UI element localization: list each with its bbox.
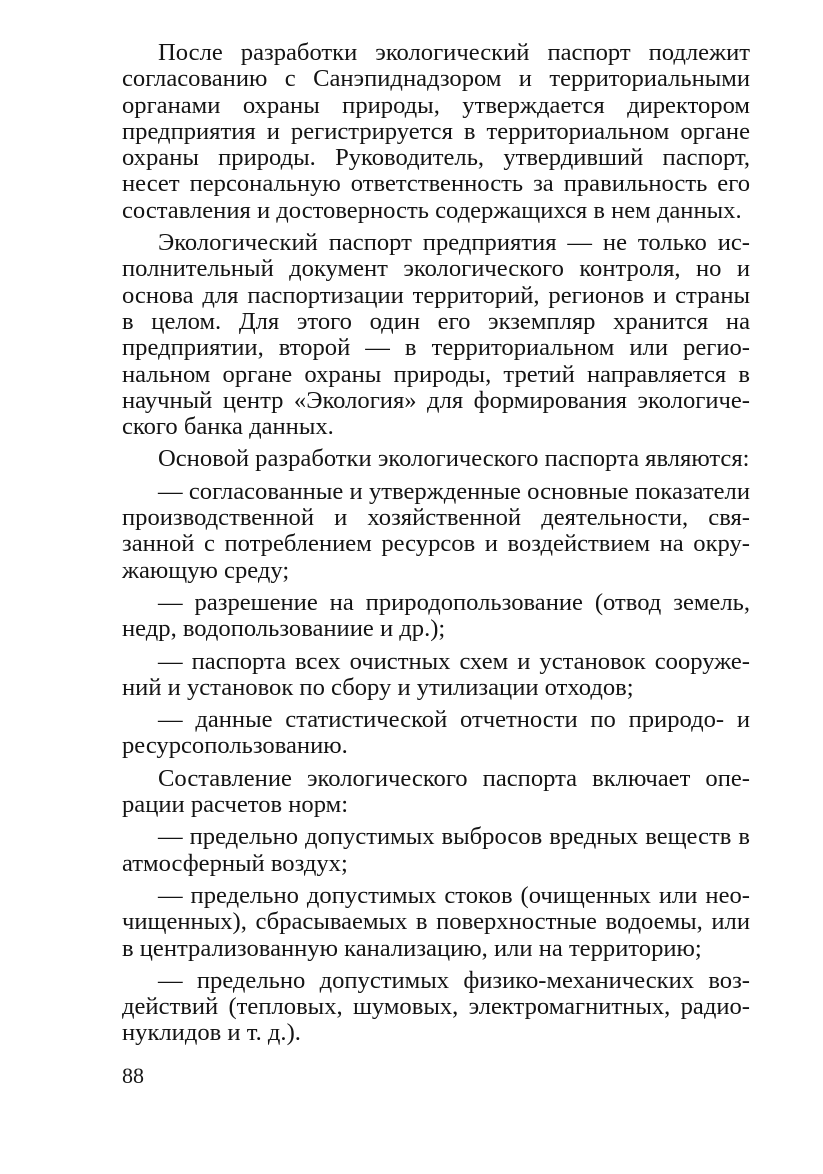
paragraph: Основой разработки экологического паспорта являются: bbox=[158, 445, 750, 473]
list-item: — разрешение на природопользование (отвод земель, недр, водопользованиие и др.); bbox=[122, 588, 750, 643]
paragraph: После разработки экологический паспорт подлежит согласованию с Санэпиднадзором и территориальными органами охраны природы, утверждается директором предприятия и регистрируется в территориальном органе охраны природы. Руководитель, утвердивший паспорт, несет персональную ответственность за правильность его составления и достоверность содержащихся в нем данных. bbox=[122, 39, 750, 224]
paragraph: Составление экологического паспорта включает операции расчетов норм: bbox=[122, 764, 750, 819]
list-item: — данные статистической отчетности по природо- и ресурсопользованию. bbox=[122, 706, 750, 760]
page-body-text bbox=[122, 40, 750, 1053]
paragraph: Экологический паспорт предприятия — не только исполнительный документ экологического контроля, но и основа для паспортизации территорий, регионов и страны в целом. Для этого один его экземпляр хранится на предприятии, второй — в территориальном или региональном органе охраны природы, третий направляется в научный центр «Экология» для формирования экологического банка данных. bbox=[122, 229, 750, 441]
page-number: 88 bbox=[122, 1063, 144, 1088]
list-item: — согласованные и утвержденные основные показатели производственной и хозяйственной деятельности, связанной с потреблением ресурсов и воздействием на окружающую среду; bbox=[122, 477, 750, 584]
list-item: — паспорта всех очистных схем и установок сооружений и установок по сбору и утилизации отходов; bbox=[122, 647, 750, 701]
list-item: — предельно допустимых стоков (очищенных или неочищенных), сбрасываемых в поверхностные водоемы, или в централизованную канализацию, или на территорию; bbox=[122, 881, 750, 962]
list-item: — предельно допустимых выбросов вредных веществ в атмосферный воздух; bbox=[122, 823, 750, 877]
list-item: — предельно допустимых физико-механических воздействий (тепловых, шумовых, электромагнитных, радионуклидов и т. д.). bbox=[122, 966, 750, 1047]
